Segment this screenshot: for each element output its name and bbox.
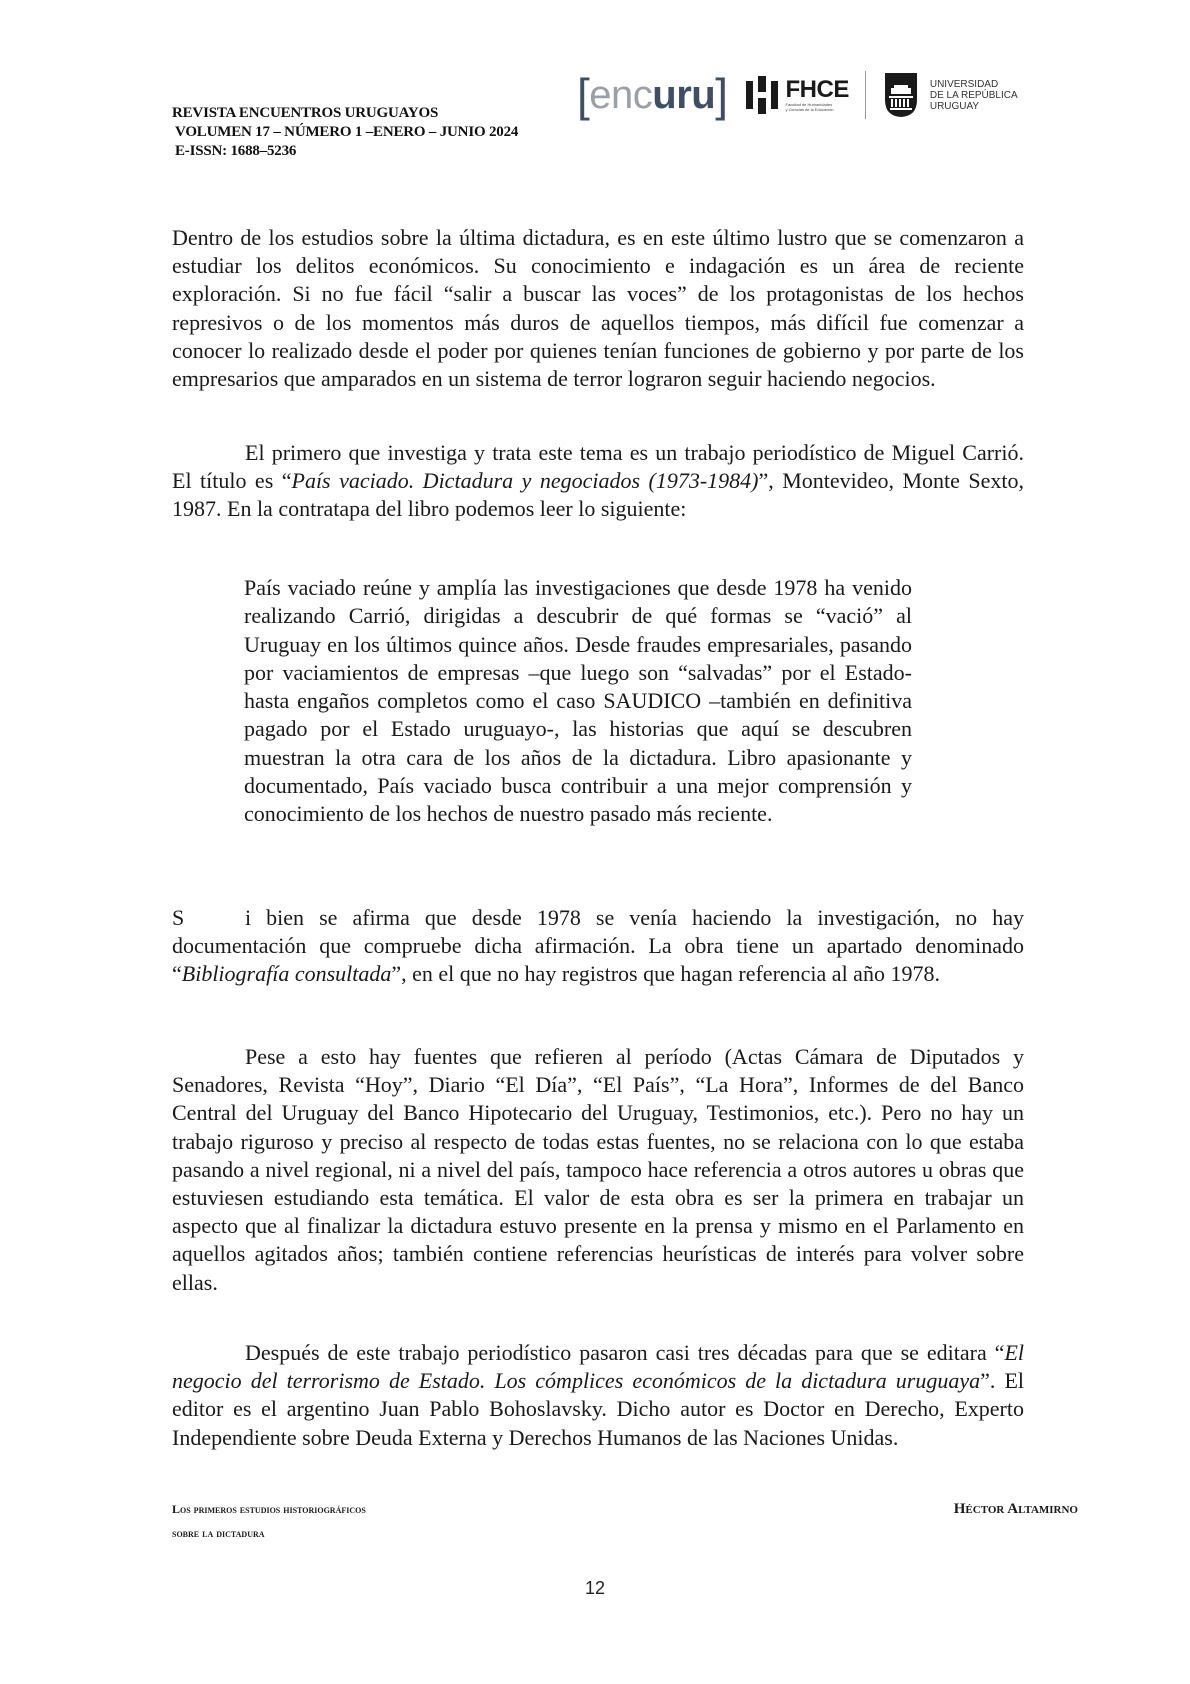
- block-quote-text: País vaciado reúne y amplía las investigaciones que desde 1978 ha venido realizando Carrió, dirigidas a descubrir de qué formas se “vació” al Uruguay en los últimos quince años. Desde fraudes empresariales, pasando por vaciamientos de empresas –que luego son “salvadas” por el Estado- hasta engaños completos como el caso SAUDICO –también en definitiva pagado por el Estado uruguayo-, las historias que aquí se descubren muestran la otra cara de los años de la dictadura. Libro apasionante y documentado, País vaciado busca contribuir a una mejor comprensión y conocimiento de los hechos de nuestro pasado más reciente.: [244, 575, 912, 827]
- university-shield-icon: [884, 72, 918, 118]
- encuru-bracket-open: [: [577, 69, 590, 121]
- block-quote: [244, 574, 912, 829]
- book-title-pais-vaciado: País vaciado. Dictadura y negociados (1973-1984): [291, 468, 759, 494]
- footer-article-line-2: sobre la dictadura: [172, 1526, 265, 1540]
- journal-issn: E-ISSN: 1688–5236: [175, 143, 297, 159]
- encuru-enc: enc: [589, 73, 653, 117]
- fhce-subtitle-2: y Ciencias de la Educación: [785, 107, 834, 112]
- paragraph-5: [172, 1339, 1024, 1452]
- header-logos: [577, 70, 1018, 120]
- fhce-name: FHCE: [785, 76, 849, 103]
- paragraph-4: [172, 1043, 1024, 1297]
- footer-article-line-1: Los primeros estudios historiográficos: [172, 1502, 366, 1516]
- fhce-logo: [746, 74, 849, 116]
- paragraph-3-pre: i bien se afirma que desde 1978 se venía haciendo la investigación, no hay documentación que compruebe dicha afirmación. La obra tiene un apartado denominado “: [172, 905, 1024, 987]
- footer-author: Héctor Altamirno: [953, 1501, 1078, 1517]
- page-number: 12: [584, 1578, 606, 1598]
- journal-header: [172, 104, 518, 161]
- journal-title: REVISTA ENCUENTROS URUGUAYOS: [172, 105, 439, 121]
- encuru-uru: uru: [652, 73, 716, 117]
- paragraph-2-post: ”, Montevideo, Monte Sexto, 1987. En la contratapa del libro podemos leer lo siguiente:: [172, 468, 1024, 522]
- encuru-bracket-close: ]: [715, 69, 728, 121]
- book-title-negocio-terrorismo: El negocio del terrorismo de Estado. Los cómplices económicos de la dictadura uruguaya: [172, 1340, 1024, 1394]
- section-title-bibliografia: Bibliografía consultada: [181, 961, 392, 987]
- paragraph-2-pre: El primero que investiga y trata este tema es un trabajo periodístico de Miguel Carrió. El título es “: [172, 440, 1024, 494]
- journal-volume: VOLUMEN 17 – NÚMERO 1 –ENERO – JUNIO 2024: [175, 124, 519, 140]
- footer-article-title: [172, 1497, 366, 1545]
- paragraph-2: [172, 439, 1024, 524]
- fhce-subtitle-1: Facultad de Humanidades: [785, 102, 833, 107]
- paragraph-5-pre: Después de este trabajo periodístico pasaron casi tres décadas para que se editara “: [245, 1340, 1005, 1365]
- logo-divider: [865, 71, 866, 119]
- paragraph-1-text: Dentro de los estudios sobre la última dictadura, es en este último lustro que se comenzaron a estudiar los delitos económicos. Su conocimiento e indagación es un área de reciente exploración. Si no fue fácil “salir a buscar las voces” de los protagonistas de los hechos represivos o de los momentos más duros de aquellos tiempos, más difícil fue comenzar a conocer lo realizado desde el poder por quienes tenían funciones de gobierno y por parte de los empresarios que amparados en un sistema de terror lograron seguir haciendo negocios.: [172, 225, 1024, 392]
- paragraph-3-post: ”, en el que no hay registros que hagan referencia al año 1978.: [391, 961, 940, 987]
- udelar-line-1: UNIVERSIDAD: [929, 78, 999, 90]
- paragraph-1: [172, 224, 1024, 393]
- paragraph-3-initial: S: [172, 905, 185, 930]
- udelar-line-3: URUGUAY: [929, 100, 980, 112]
- udelar-logo: [884, 72, 1018, 118]
- paragraph-5-post: ”. El editor es el argentino Juan Pablo Bohoslavsky. Dicho autor es Doctor en Derecho, Experto Independiente sobre Deuda Externa y Derechos Humanos de las Naciones Unidas.: [172, 1368, 1024, 1450]
- udelar-line-2: DE LA REPÚBLICA: [929, 89, 1018, 101]
- paragraph-4-text: Pese a esto hay fuentes que refieren al período (Actas Cámara de Diputados y Senadores, Revista “Hoy”, Diario “El Día”, “El País”, “La Hora”, Informes de del Banco Central del Uruguay del Banco Hipotecario del Uruguay, Testimonios, etc.). Pero no hay un trabajo riguroso y preciso al respecto de todas estas fuentes, no se relaciona con lo que estaba pasando a nivel regional, ni a nivel del país, tampoco hace referencia a otros autores u obras que estuviesen estudiando esta temática. El valor de esta obra es ser la primera en trabajar un aspecto que al finalizar la dictadura estuvo presente en la prensa y mismo en el Parlamento en aquellos agitados años; también contiene referencias heurísticas de interés para volver sobre ellas.: [172, 1044, 1024, 1295]
- paragraph-3: [172, 904, 1024, 989]
- fhce-mark-icon: [746, 74, 778, 116]
- encuru-logo: [577, 69, 728, 121]
